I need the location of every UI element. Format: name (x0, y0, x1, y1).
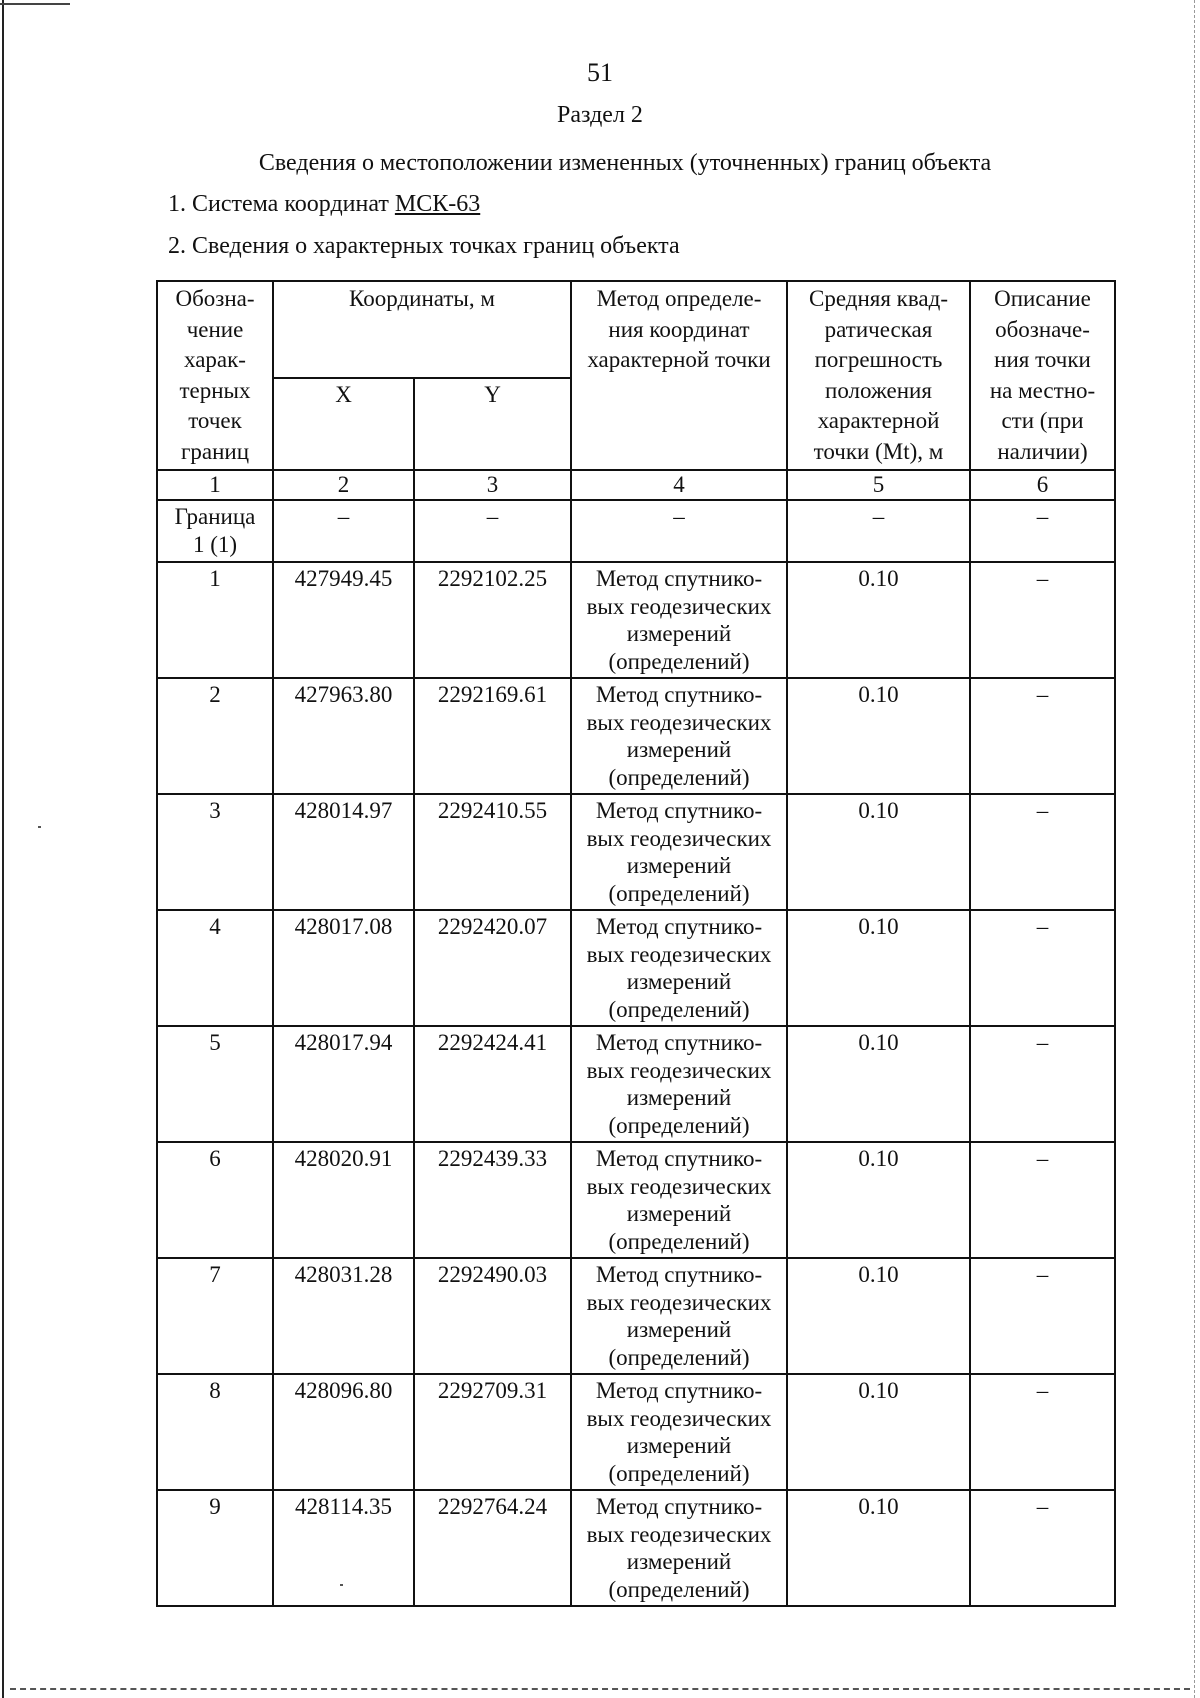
description-cell: – (970, 1374, 1115, 1490)
method-cell: Метод спутнико- вых геодезических измерений (определений) (571, 1026, 787, 1142)
point-id-cell: 1 (157, 562, 273, 678)
description-cell: – (970, 562, 1115, 678)
scan-border-bottom (10, 1688, 1190, 1690)
column-number-cell: 2 (273, 470, 414, 500)
table-row (157, 562, 1115, 678)
table-row (157, 678, 1115, 794)
error-cell: 0.10 (787, 1258, 970, 1374)
boundary-error: – (787, 500, 970, 562)
boundary-y: – (414, 500, 571, 562)
section-title: Раздел 2 (557, 102, 643, 128)
x-coordinate-cell: 428017.94 (273, 1026, 414, 1142)
point-id-cell: 7 (157, 1258, 273, 1374)
y-coordinate-cell: 2292420.07 (414, 910, 571, 1026)
point-id-cell: 3 (157, 794, 273, 910)
boundary-description: – (970, 500, 1115, 562)
error-cell: 0.10 (787, 678, 970, 794)
table-row (157, 1258, 1115, 1374)
scan-speck (38, 826, 41, 828)
x-coordinate-cell: 427949.45 (273, 562, 414, 678)
point-id-cell: 5 (157, 1026, 273, 1142)
point-id-cell: 2 (157, 678, 273, 794)
header-x: X (273, 378, 414, 470)
method-cell: Метод спутнико- вых геодезических измерений (определений) (571, 1490, 787, 1606)
method-cell: Метод спутнико- вых геодезических измерений (определений) (571, 1258, 787, 1374)
description-cell: – (970, 1142, 1115, 1258)
boundary-label: Граница 1 (1) (157, 500, 273, 562)
y-coordinate-cell: 2292410.55 (414, 794, 571, 910)
column-number-cell: 3 (414, 470, 571, 500)
table-row (157, 1374, 1115, 1490)
y-coordinate-cell: 2292424.41 (414, 1026, 571, 1142)
description-cell: – (970, 1026, 1115, 1142)
description-cell: – (970, 1490, 1115, 1606)
scan-border-right (1194, 0, 1196, 1698)
error-cell: 0.10 (787, 1490, 970, 1606)
table-row (157, 910, 1115, 1026)
method-cell: Метод спутнико- вых геодезических измерений (определений) (571, 1142, 787, 1258)
header-y: Y (414, 378, 571, 470)
error-cell: 0.10 (787, 794, 970, 910)
header-error: Средняя квад- ратическая погрешность положения характерной точки (Mt), м (787, 281, 970, 470)
header-coordinates: Координаты, м (273, 281, 571, 378)
x-coordinate-cell: 428014.97 (273, 794, 414, 910)
error-cell: 0.10 (787, 1026, 970, 1142)
points-section-title: 2. Сведения о характерных точках границ объекта (168, 233, 680, 259)
point-id-cell: 6 (157, 1142, 273, 1258)
point-id-cell: 4 (157, 910, 273, 1026)
header-row (157, 281, 1115, 378)
y-coordinate-cell: 2292709.31 (414, 1374, 571, 1490)
error-cell: 0.10 (787, 1142, 970, 1258)
boundary-points-table (156, 280, 1116, 1607)
error-cell: 0.10 (787, 1374, 970, 1490)
y-coordinate-cell: 2292439.33 (414, 1142, 571, 1258)
y-coordinate-cell: 2292169.61 (414, 678, 571, 794)
error-cell: 0.10 (787, 562, 970, 678)
scan-border-left (2, 0, 4, 1698)
boundary-row (157, 500, 1115, 562)
column-number-cell: 5 (787, 470, 970, 500)
column-number-cell: 6 (970, 470, 1115, 500)
method-cell: Метод спутнико- вых геодезических измерений (определений) (571, 678, 787, 794)
point-id-cell: 9 (157, 1490, 273, 1606)
coordinate-system-line (168, 191, 480, 218)
coordinate-system-value: МСК-63 (394, 191, 481, 217)
error-cell: 0.10 (787, 910, 970, 1026)
table-row (157, 1142, 1115, 1258)
x-coordinate-cell: 428020.91 (273, 1142, 414, 1258)
x-coordinate-cell: 428114.35 (273, 1490, 414, 1606)
x-coordinate-cell: 427963.80 (273, 678, 414, 794)
column-number-cell: 4 (571, 470, 787, 500)
x-coordinate-cell: 428031.28 (273, 1258, 414, 1374)
method-cell: Метод спутнико- вых геодезических измерений (определений) (571, 794, 787, 910)
x-coordinate-cell: 428017.08 (273, 910, 414, 1026)
table-row (157, 1490, 1115, 1606)
table-row (157, 1026, 1115, 1142)
x-coordinate-cell: 428096.80 (273, 1374, 414, 1490)
column-number-cell: 1 (157, 470, 273, 500)
header-designation: Обозна- чение харак- терных точек границ (157, 281, 273, 470)
column-number-row (157, 470, 1115, 500)
description-cell: – (970, 678, 1115, 794)
boundary-x: – (273, 500, 414, 562)
description-cell: – (970, 794, 1115, 910)
page-number: 51 (587, 58, 613, 87)
y-coordinate-cell: 2292764.24 (414, 1490, 571, 1606)
method-cell: Метод спутнико- вых геодезических измерений (определений) (571, 1374, 787, 1490)
header-description: Описание обозначе- ния точки на местно- сти (при наличии) (970, 281, 1115, 470)
point-id-cell: 8 (157, 1374, 273, 1490)
boundary-method: – (571, 500, 787, 562)
table-row (157, 794, 1115, 910)
method-cell: Метод спутнико- вых геодезических измерений (определений) (571, 910, 787, 1026)
coordinate-system-label: 1. Система координат (168, 191, 395, 217)
description-cell: – (970, 910, 1115, 1026)
description-cell: – (970, 1258, 1115, 1374)
scan-border-top (0, 3, 70, 5)
y-coordinate-cell: 2292102.25 (414, 562, 571, 678)
document-heading: Сведения о местоположении измененных (уточненных) границ объекта (258, 150, 992, 176)
method-cell: Метод спутнико- вых геодезических измерений (определений) (571, 562, 787, 678)
header-method: Метод определе- ния координат характерной точки (571, 281, 787, 470)
y-coordinate-cell: 2292490.03 (414, 1258, 571, 1374)
